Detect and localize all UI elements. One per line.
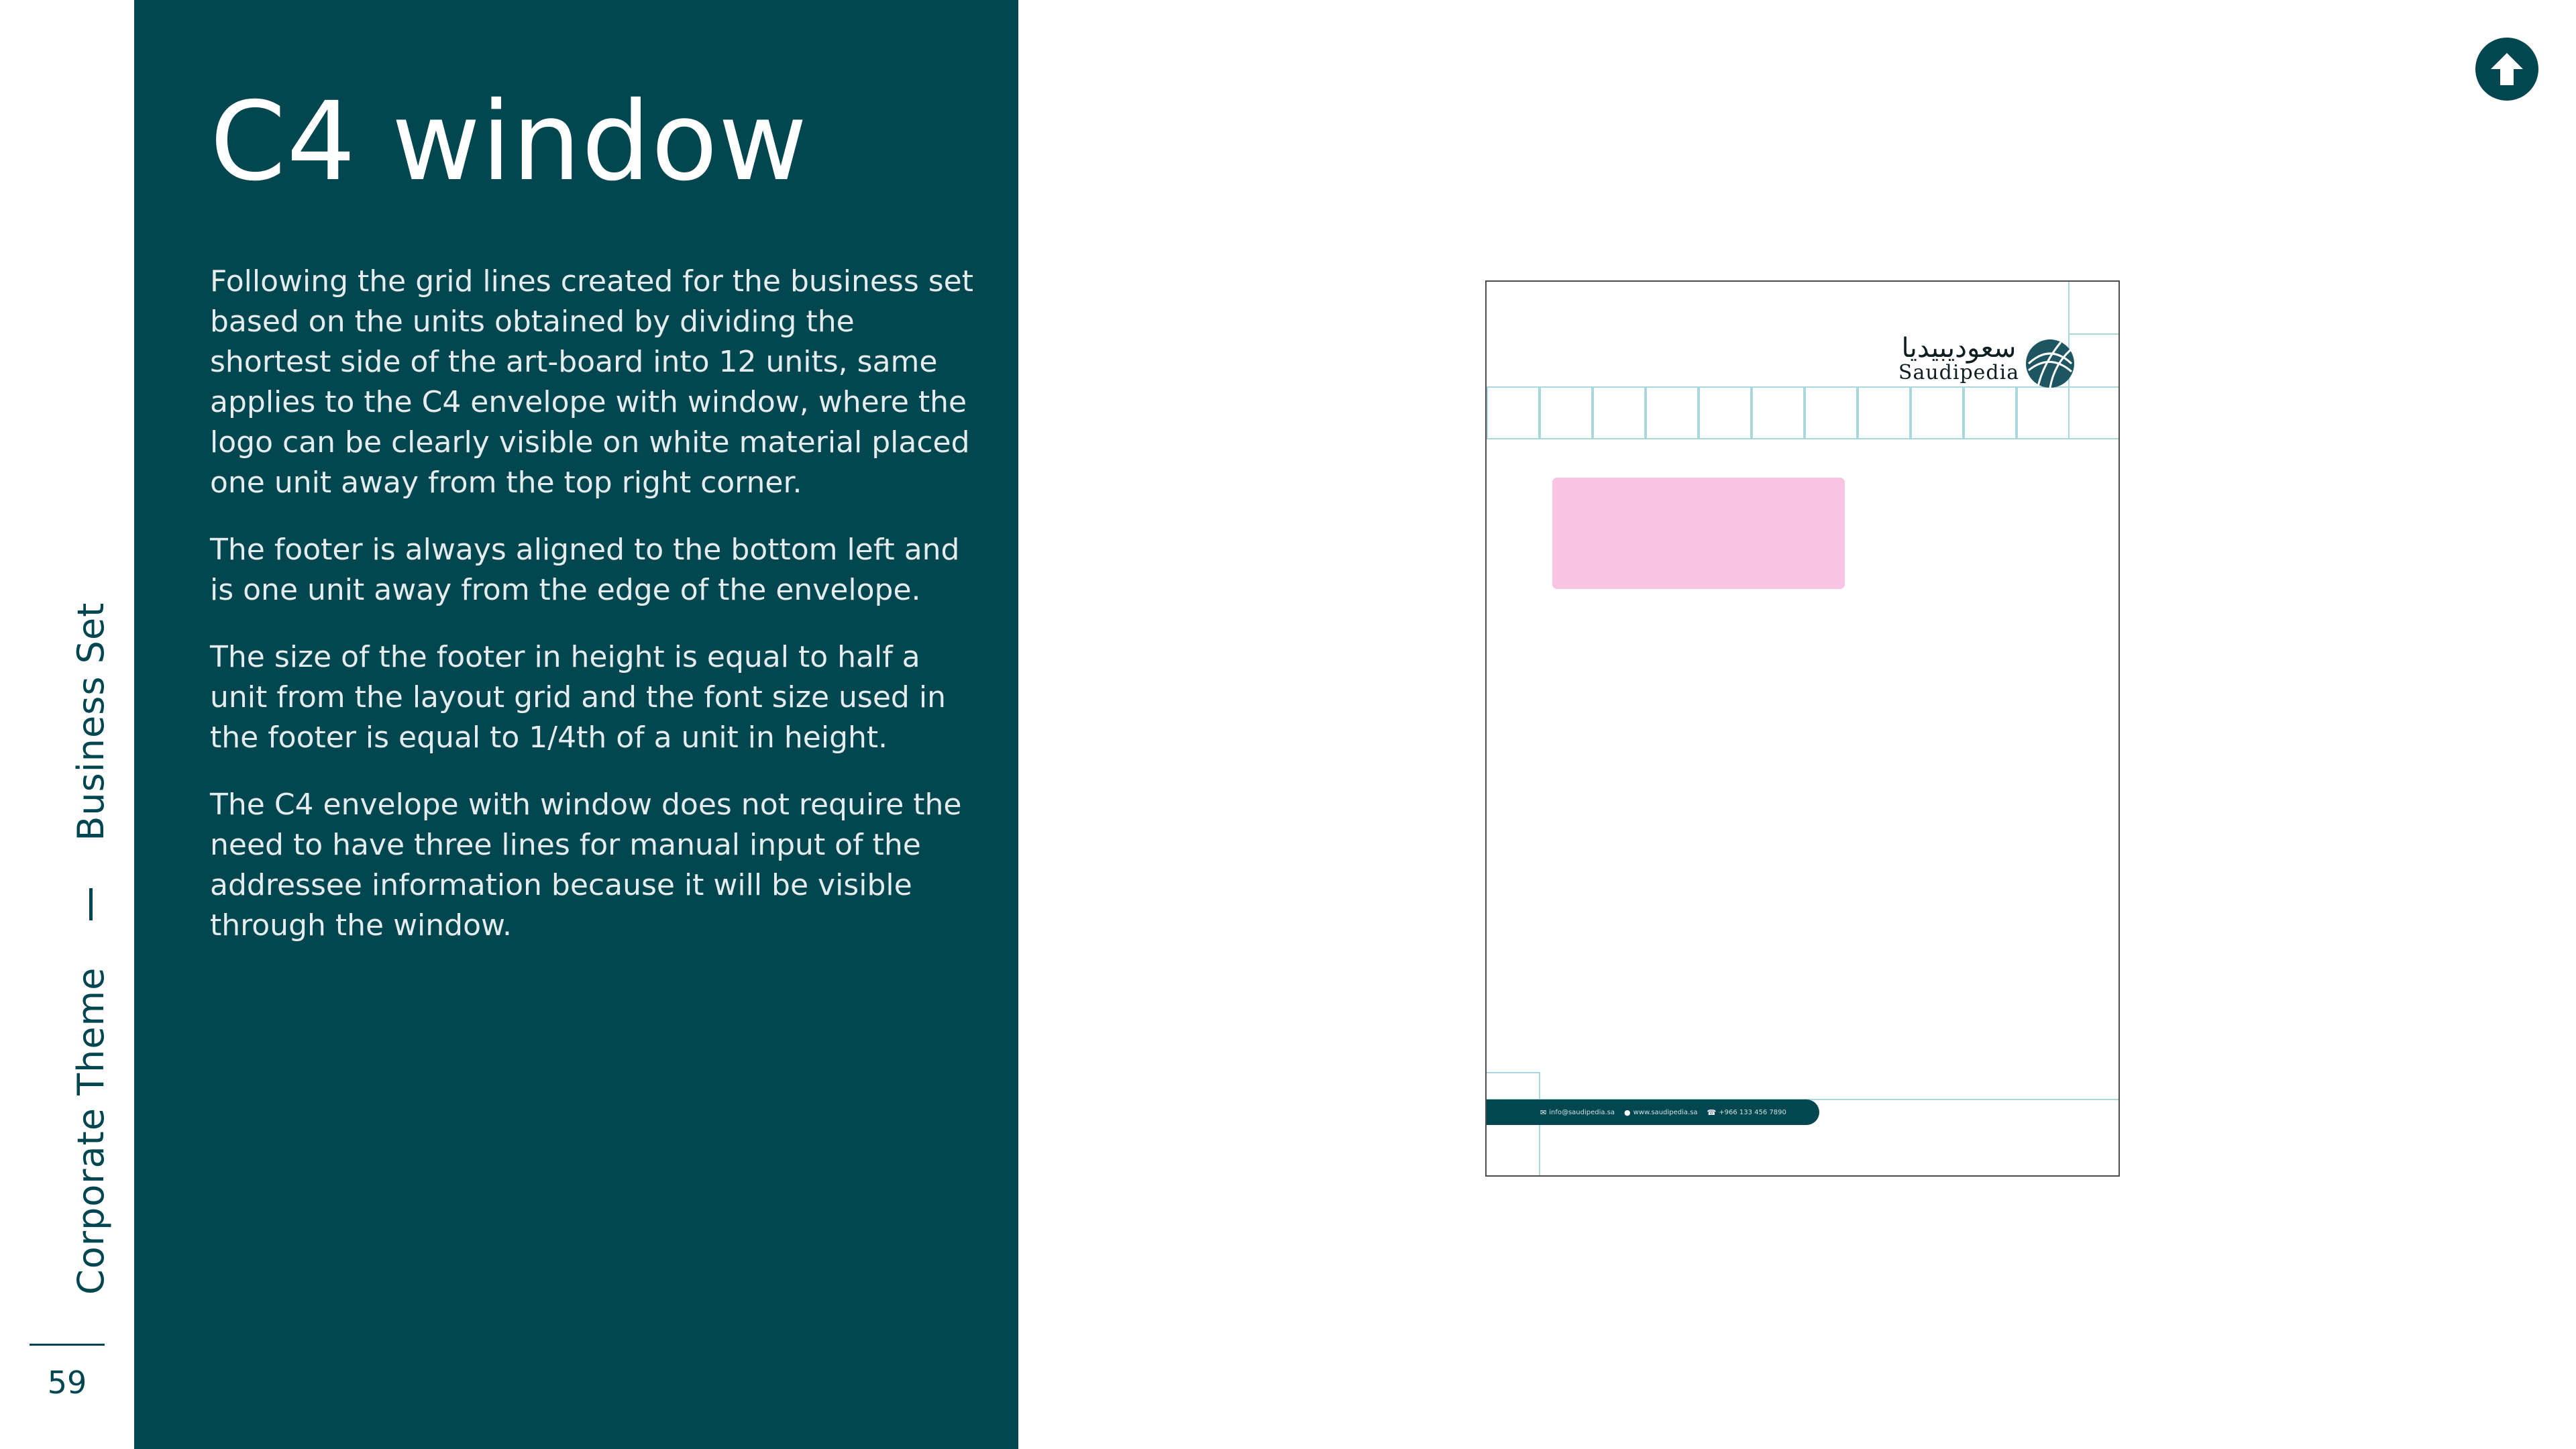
description-paragraph: Following the grid lines created for the business set based on the units obtained by dividing the shortest side of the art-board into 12 units, same applies to the C4 envelope with window, where the logo can be clearly visible on white material placed one unit away from the top right corner.: [210, 264, 973, 500]
scroll-top-button[interactable]: [2475, 38, 2538, 101]
globe-logo-icon: [2023, 337, 2077, 390]
grid-cell: [2068, 386, 2120, 439]
layout-grid-row: [1487, 386, 2120, 440]
footer-email-text: info@saudipedia.sa: [1549, 1108, 1615, 1116]
grid-cell: [1646, 386, 1699, 439]
description-paragraph: The size of the footer in height is equal to half a unit from the layout grid and the font size used in the footer is equal to 1/4th of a unit in height.: [210, 640, 946, 755]
grid-cell: [1858, 386, 1911, 439]
page-title: C4 window: [210, 79, 808, 205]
grid-cell: [1487, 386, 1540, 439]
grid-cell: [1593, 386, 1646, 439]
side-rail: [0, 0, 134, 1449]
globe-icon: ●: [1624, 1108, 1631, 1117]
description-paragraph: The footer is always aligned to the bottom left and is one unit away from the edge of the envelope.: [210, 533, 960, 607]
grid-cell: [1699, 386, 1752, 439]
rail-section-label: Corporate Theme: [70, 967, 112, 1295]
description-paragraph: The C4 envelope with window does not require the need to have three lines for manual input of the addressee information because it will be visible through the window.: [210, 788, 962, 943]
rail-subsection-label: Business Set: [70, 602, 112, 841]
footer-website-text: www.saudipedia.sa: [1633, 1108, 1698, 1116]
rail-breadcrumb: [70, 602, 112, 1295]
envelope-footer: [1487, 1099, 1819, 1125]
description: [210, 262, 975, 973]
footer-website: [1624, 1108, 1697, 1117]
footer-email: [1540, 1108, 1615, 1117]
phone-icon: ☎: [1707, 1108, 1717, 1117]
footer-phone-text: +966 133 456 7890: [1719, 1108, 1786, 1116]
saudipedia-logo: [1892, 333, 2073, 393]
page-number-rule: [30, 1344, 105, 1346]
grid-cell: [2017, 386, 2070, 439]
grid-corner-cell: [2068, 282, 2120, 335]
rail-separator: [89, 888, 93, 920]
logo-english-text: Saudipedia: [1898, 361, 2020, 384]
grid-cell: [1911, 386, 1964, 439]
grid-cell: [1805, 386, 1858, 439]
grid-cell: [1752, 386, 1805, 439]
grid-cell: [1964, 386, 2017, 439]
page-number: 59: [47, 1364, 87, 1401]
envelope-icon: ✉: [1540, 1108, 1547, 1117]
c4-envelope-preview: [1485, 280, 2120, 1177]
arrow-up-icon: [2487, 49, 2527, 89]
logo-arabic-text: سعوديبيديا: [1901, 333, 2017, 364]
footer-phone: [1707, 1108, 1786, 1117]
grid-cell: [1540, 386, 1593, 439]
content-panel: [134, 0, 1018, 1449]
address-window: [1552, 478, 1845, 589]
